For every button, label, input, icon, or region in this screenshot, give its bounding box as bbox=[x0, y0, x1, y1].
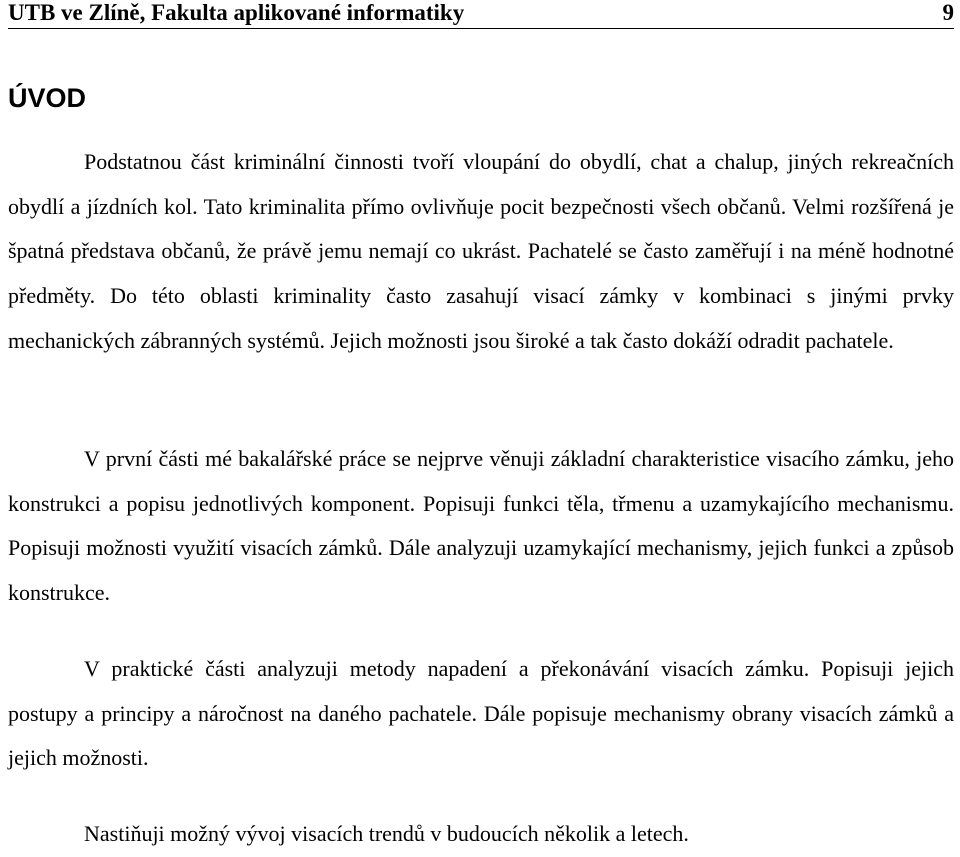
chapter-title: ÚVOD bbox=[8, 83, 87, 113]
page-number: 9 bbox=[942, 0, 954, 25]
paragraph-theory: V první části mé bakalářské práce se nejprve věnuji základní charakteristice visacího zámku, jeho konstrukci a popisu jednotlivých komponent. Popisuji funkci těla, třmenu a uzamykajícího mechanismu. Popisuji možnosti využití visacích zámků. Dále analyzuji uzamykající mechanismy, jejich funkci a způsob konstrukce. bbox=[8, 446, 954, 606]
page-header bbox=[8, 0, 954, 29]
header-title: UTB ve Zlíně, Fakulta aplikované informatiky bbox=[8, 0, 465, 25]
paragraph-practical: V praktické části analyzuji metody napadení a překonávání visacích zámku. Popisuji jejich postupy a principy a náročnost na daného pachatele. Dále popisuje mechanismy obrany visacích zámků a jejich možnosti. bbox=[8, 656, 954, 771]
paragraph-trends: Nastiňuji možný vývoj visacích trendů v budoucích několik a letech. bbox=[84, 821, 689, 846]
paragraph-intro: Podstatnou část kriminální činnosti tvoří vloupání do obydlí, chat a chalup, jiných rekreačních obydlí a jízdních kol. Tato kriminalita přímo ovlivňuje pocit bezpečnosti všech občanů. Velmi rozšířená je špatná představa občanů, že právě jemu nemají co ukrást. Pachatelé se často zaměřují i na méně hodnotné předměty. Do této oblasti kriminality často zasahují visací zámky v kombinaci s jinými prvky mechanických zábranných systémů. Jejich možnosti jsou široké a tak často dokáží odradit pachatele. bbox=[8, 149, 954, 353]
